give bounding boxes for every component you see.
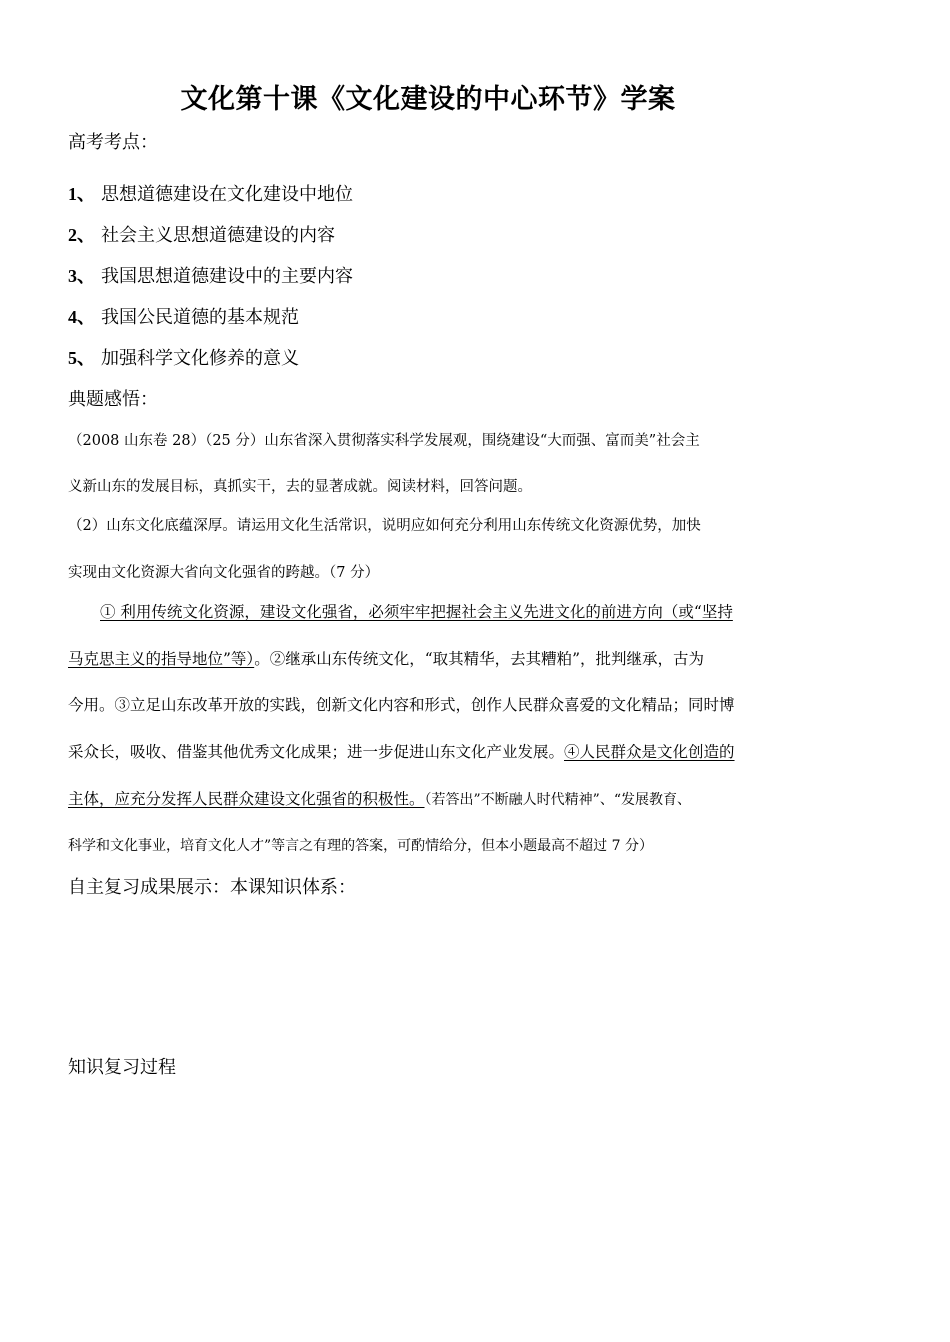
heading-guocheng: 知识复习过程 xyxy=(68,1057,176,1078)
question-line: 义新山东的发展目标，真抓实干，去的显著成就。阅读材料，回答问题。 xyxy=(68,479,532,495)
list-item xyxy=(68,221,353,262)
list-item xyxy=(68,180,353,221)
list-item-text: 加强科学文化修养的意义 xyxy=(101,348,299,369)
question-line: （2008 山东卷 28）（25 分）山东省深入贯彻落实科学发展观，围绕建设“大而强、富而美”社会主 xyxy=(68,433,700,449)
list-item-text: 我国公民道德的基本规范 xyxy=(101,307,299,328)
answer-line xyxy=(68,789,788,810)
answer-underlined: ① 利用传统文化资源，建设文化强省，必须牢牢把握社会主义先进文化的前进方向（或“坚持 xyxy=(100,603,733,621)
heading-zizhu: 自主复习成果展示：本课知识体系： xyxy=(68,877,356,898)
list-item xyxy=(68,262,353,303)
list-item-number: 5、 xyxy=(68,348,95,368)
list-item xyxy=(68,344,353,385)
list-item-number: 1、 xyxy=(68,184,95,204)
list-item-number: 3、 xyxy=(68,266,95,286)
heading-kaodian: 高考考点： xyxy=(68,132,158,153)
answer-underlined: 马克思主义的指导地位”等） xyxy=(68,650,255,668)
page-title: 文化第十课《文化建设的中心环节》学案 xyxy=(180,84,676,115)
list-item-number: 2、 xyxy=(68,225,95,245)
list-item xyxy=(68,303,353,344)
answer-text: 。②继承山东传统文化，“取其精华，去其糟粕”，批判继承，古为 xyxy=(254,650,705,668)
answer-text: 采众长，吸收、借鉴其他优秀文化成果；进一步促进山东文化产业发展。 xyxy=(68,743,565,761)
answer-line: 今用。③立足山东改革开放的实践，创新文化内容和形式，创作人民群众喜爱的文化精品；同时博 xyxy=(68,696,735,714)
answer-line xyxy=(68,602,820,622)
answer-underlined: ④人民群众是文化创造的 xyxy=(564,743,735,761)
kaodian-list xyxy=(68,180,353,385)
list-item-text: 思想道德建设在文化建设中地位 xyxy=(101,184,353,205)
answer-line xyxy=(68,649,788,669)
question-line: 实现由文化资源大省向文化强省的跨越。（7 分） xyxy=(68,565,380,581)
answer-underlined: 主体，应充分发挥人民群众建设文化强省的积极性。 xyxy=(68,790,425,808)
list-item-number: 4、 xyxy=(68,307,95,327)
heading-diantiganwu: 典题感悟： xyxy=(68,389,158,410)
answer-line: 科学和文化事业，培育文化人才”等言之有理的答案，可酌情给分，但本小题最高不超过 7 分） xyxy=(68,838,653,854)
answer-line xyxy=(68,742,788,762)
question-line: （2）山东文化底蕴深厚。请运用文化生活常识，说明应如何充分利用山东传统文化资源优势，加快 xyxy=(68,518,701,534)
list-item-text: 社会主义思想道德建设的内容 xyxy=(101,225,335,246)
list-item-text: 我国思想道德建设中的主要内容 xyxy=(101,266,353,287)
answer-text: （若答出”不断融人时代精神”、“发展教育、 xyxy=(424,792,691,808)
